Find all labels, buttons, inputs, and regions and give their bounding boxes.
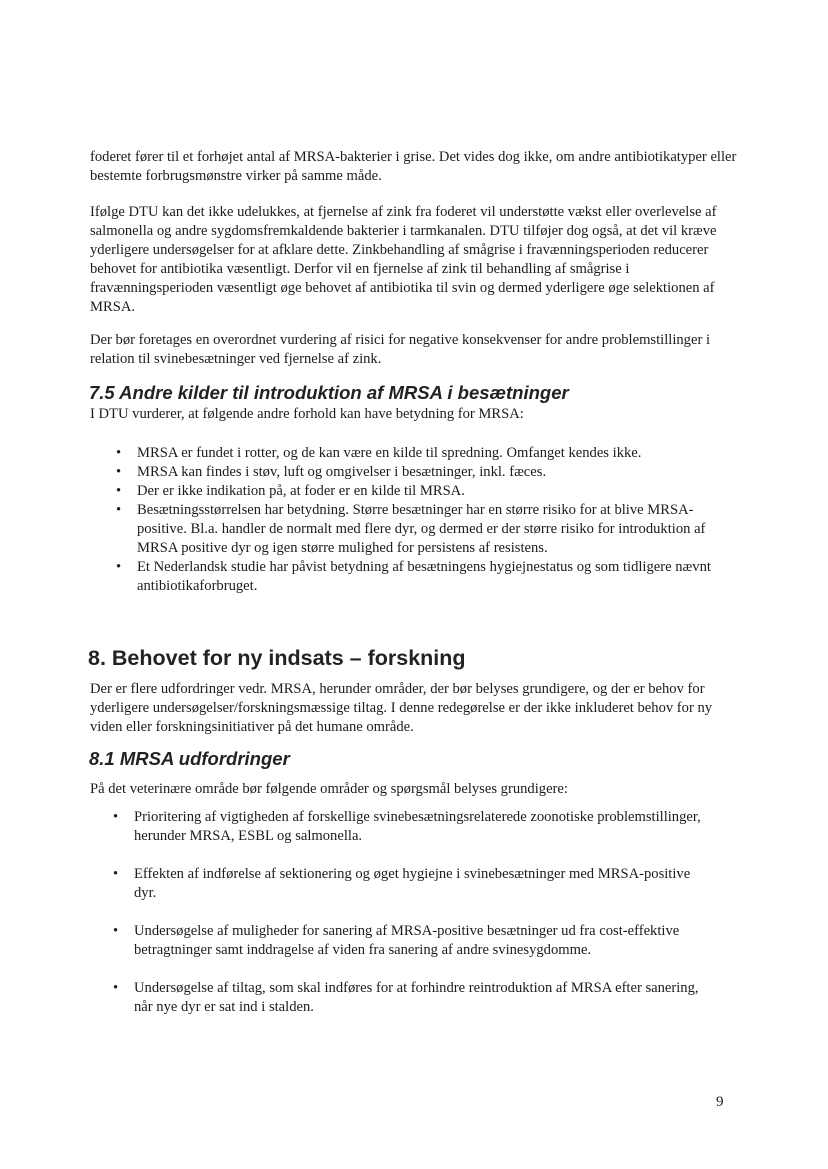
paragraph-zink: Ifølge DTU kan det ikke udelukkes, at fjernelse af zink fra foderet vil understøtte vækst eller overlevelse af salmonella og andre sygdomsfremkaldende bakterier i tarmkanalen. DTU tilføjer dog også, at det vil kræve yderligere undersøgelser for at afklare dette. Zinkbehandling af smågrise i fravænningsperioden reducerer behovet for antibiotika væsentligt. Derfor vil en fjernelse af zink til behandling af smågrise i fravænningsperioden væsentligt øge behovet af antibiotika til svin og dermed yderligere øge selektionen af MRSA. [90,204,717,315]
list-item: • Undersøgelse af muligheder for sanering af MRSA-positive besætninger ud fra cost-effektive betragtninger samt inddragelse af viden fra sanering af andre svinesygdomme. [113,922,713,960]
list-item: • Undersøgelse af tiltag, som skal indføres for at forhindre reintroduktion af MRSA efter sanering, når nye dyr er sat ind i stalden. [113,979,713,1017]
section-8-intro: Der er flere udfordringer vedr. MRSA, herunder områder, der bør belyses grundigere, og der er behov for yderligere undersøgelser/forskningsmæssige tiltag. I denne redegørelse er der ikke inkluderet behov for ny viden eller forskningsinitiativer på det humane område. [90,681,713,735]
section-7-5-intro: I DTU vurderer, at følgende andre forhold kan have betydning for MRSA: [90,406,524,422]
paragraph-risici: Der bør foretages en overordnet vurdering af risici for negative konsekvenser for andre problemstillinger i relation til svinebesætninger ved fjernelse af zink. [90,332,711,367]
list-item: • Besætningsstørrelsen har betydning. Større besætninger har en større risiko for at blive MRSA-positive. Bl.a. handler de normalt med flere dyr, og dermed er der større risiko for introduktion af MRSA positive dyr og igen større mulighed for persistens af resistens. [116,501,716,558]
section-7-5-bullet-list [116,444,716,596]
list-item: • MRSA er fundet i rotter, og de kan være en kilde til spredning. Omfanget kendes ikke. [116,444,716,463]
list-item: • MRSA kan findes i støv, luft og omgivelser i besætninger, inkl. fæces. [116,463,716,482]
section-8-1-intro: På det veterinære område bør følgende områder og spørgsmål belyses grundigere: [90,781,568,797]
section-7-5-heading: 7.5 Andre kilder til introduktion af MRSA i besætninger [89,382,569,403]
section-8-heading: 8. Behovet for ny indsats – forskning [88,646,466,670]
page-number: 9 [716,1094,724,1110]
list-item: • Effekten af indførelse af sektionering og øget hygiejne i svinebesætninger med MRSA-positive dyr. [113,865,713,903]
section-8-1-heading: 8.1 MRSA udfordringer [89,748,290,769]
paragraph-foder: foderet fører til et forhøjet antal af MRSA-bakterier i grise. Det vides dog ikke, om andre antibiotikatyper eller bestemte forbrugsmønstre virker på samme måde. [90,149,737,184]
list-item: • Et Nederlandsk studie har påvist betydning af besætningens hygiejnestatus og som tidligere nævnt antibiotikaforbruget. [116,558,716,596]
section-8-1-bullet-list [113,808,713,1036]
list-item: • Der er ikke indikation på, at foder er en kilde til MRSA. [116,482,716,501]
list-item: • Prioritering af vigtigheden af forskellige svinebesætningsrelaterede zoonotiske problemstillinger, herunder MRSA, ESBL og salmonella. [113,808,713,846]
